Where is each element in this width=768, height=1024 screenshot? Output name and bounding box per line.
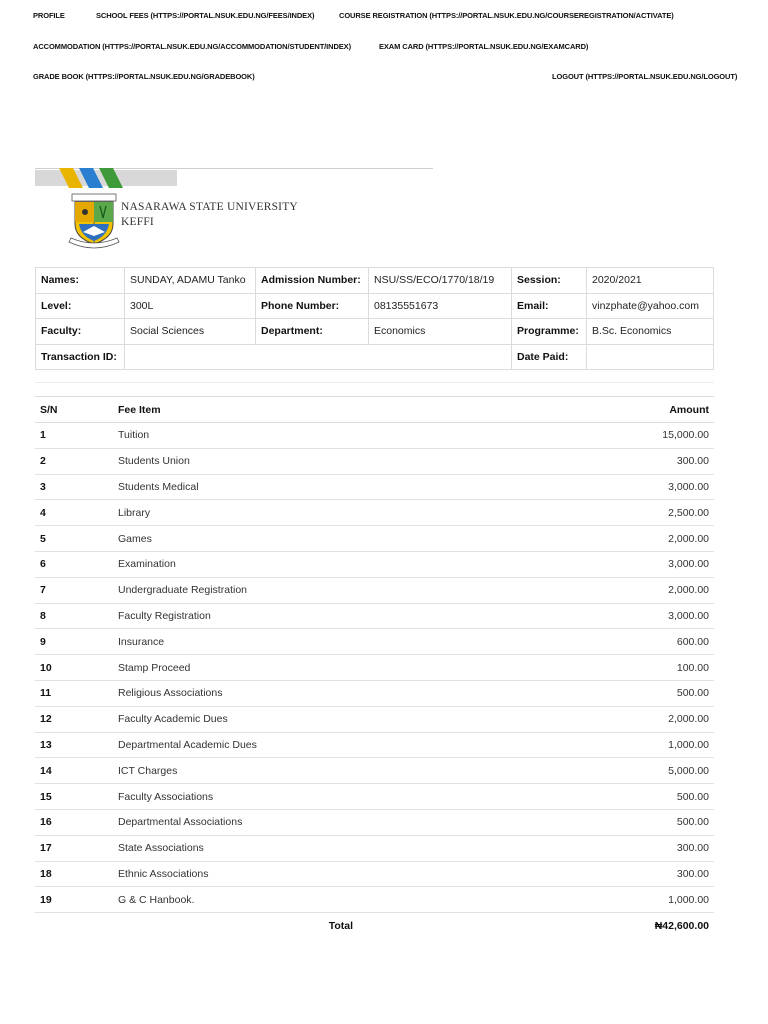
fee-amount: 3,000.00 (544, 603, 714, 629)
table-row (35, 680, 714, 706)
programme-value: B.Sc. Economics (587, 319, 714, 345)
fee-item: Tuition (113, 423, 544, 449)
fee-sn: 12 (35, 706, 113, 732)
university-crest-icon (67, 192, 121, 252)
fee-amount: 3,000.00 (544, 551, 714, 577)
email-value: vinzphate@yahoo.com (587, 293, 714, 319)
fee-amount: 15,000.00 (544, 423, 714, 449)
fee-item: Religious Associations (113, 680, 544, 706)
fee-amount: 2,000.00 (544, 706, 714, 732)
table-row (35, 784, 714, 810)
names-value: SUNDAY, ADAMU Tanko (125, 268, 256, 294)
programme-label: Programme: (512, 319, 587, 345)
fee-amount: 600.00 (544, 629, 714, 655)
names-label: Names: (36, 268, 125, 294)
fee-item: Faculty Registration (113, 603, 544, 629)
fee-amount: 1,000.00 (544, 887, 714, 913)
fee-item: Undergraduate Registration (113, 577, 544, 603)
fee-item: Departmental Associations (113, 809, 544, 835)
fee-sn: 9 (35, 629, 113, 655)
fee-amount: 500.00 (544, 680, 714, 706)
fee-amount: 300.00 (544, 448, 714, 474)
admission-label: Admission Number: (256, 268, 369, 294)
fee-sn: 17 (35, 835, 113, 861)
table-row (35, 526, 714, 552)
top-navigation (0, 0, 768, 100)
email-label: Email: (512, 293, 587, 319)
header-sn: S/N (35, 397, 113, 423)
brand-stripes-icon (57, 167, 137, 189)
transaction-value (125, 344, 512, 370)
fee-sn: 11 (35, 680, 113, 706)
fee-sn: 16 (35, 809, 113, 835)
date-paid-label: Date Paid: (512, 344, 587, 370)
table-row (35, 835, 714, 861)
fee-amount: 300.00 (544, 861, 714, 887)
table-row (35, 629, 714, 655)
header-amount: Amount (544, 397, 714, 423)
table-row (35, 500, 714, 526)
phone-value: 08135551673 (369, 293, 512, 319)
fee-sn: 18 (35, 861, 113, 887)
faculty-value: Social Sciences (125, 319, 256, 345)
session-label: Session: (512, 268, 587, 294)
admission-value: NSU/SS/ECO/1770/18/19 (369, 268, 512, 294)
fee-sn: 6 (35, 551, 113, 577)
transaction-label: Transaction ID: (36, 344, 125, 370)
nav-grade-book-link[interactable]: GRADE BOOK (HTTPS://PORTAL.NSUK.EDU.NG/GRADEBOOK) (33, 72, 255, 81)
table-row (35, 758, 714, 784)
fee-sn: 1 (35, 423, 113, 449)
nav-profile-link[interactable]: PROFILE (33, 11, 65, 20)
level-label: Level: (36, 293, 125, 319)
fee-sn: 2 (35, 448, 113, 474)
fee-sn: 19 (35, 887, 113, 913)
fee-sn: 3 (35, 474, 113, 500)
table-row (35, 732, 714, 758)
fee-sn: 8 (35, 603, 113, 629)
date-paid-value (587, 344, 714, 370)
fee-item: Ethnic Associations (113, 861, 544, 887)
info-row (36, 319, 714, 345)
student-info-table (35, 267, 714, 370)
university-name-line1: NASARAWA STATE UNIVERSITY (121, 201, 298, 213)
table-row (35, 706, 714, 732)
phone-label: Phone Number: (256, 293, 369, 319)
department-label: Department: (256, 319, 369, 345)
table-row (35, 603, 714, 629)
table-row (35, 474, 714, 500)
fee-item: Students Union (113, 448, 544, 474)
fee-item: Faculty Associations (113, 784, 544, 810)
fee-item: Library (113, 500, 544, 526)
fee-amount: 3,000.00 (544, 474, 714, 500)
total-spacer (35, 913, 113, 938)
fee-sn: 13 (35, 732, 113, 758)
level-value: 300L (125, 293, 256, 319)
nav-school-fees-link[interactable]: SCHOOL FEES (HTTPS://PORTAL.NSUK.EDU.NG/FEES/INDEX) (96, 11, 315, 20)
fee-item: ICT Charges (113, 758, 544, 784)
info-row (36, 344, 714, 370)
fee-sn: 14 (35, 758, 113, 784)
fee-amount: 2,000.00 (544, 577, 714, 603)
fee-item: State Associations (113, 835, 544, 861)
fee-item: Faculty Academic Dues (113, 706, 544, 732)
fees-header-row (35, 397, 714, 423)
fee-sn: 15 (35, 784, 113, 810)
fees-body (35, 423, 714, 913)
fee-sn: 10 (35, 655, 113, 681)
fee-item: G & C Hanbook. (113, 887, 544, 913)
table-row (35, 655, 714, 681)
total-label: Total (328, 919, 353, 932)
header-fee-item: Fee Item (113, 397, 544, 423)
total-amount: ₦42,600.00 (654, 919, 709, 932)
fee-item: Games (113, 526, 544, 552)
university-name-line2: KEFFI (121, 216, 154, 228)
info-row (36, 268, 714, 294)
total-row (35, 913, 714, 938)
fee-amount: 500.00 (544, 809, 714, 835)
nav-exam-card-link[interactable]: EXAM CARD (HTTPS://PORTAL.NSUK.EDU.NG/EXAMCARD) (379, 42, 589, 51)
university-header (35, 165, 435, 255)
fee-sn: 4 (35, 500, 113, 526)
fee-sn: 5 (35, 526, 113, 552)
fees-table (35, 396, 714, 938)
info-row (36, 293, 714, 319)
fee-amount: 2,000.00 (544, 526, 714, 552)
fee-amount: 1,000.00 (544, 732, 714, 758)
section-divider (35, 382, 714, 383)
fee-item: Insurance (113, 629, 544, 655)
fee-amount: 5,000.00 (544, 758, 714, 784)
department-value: Economics (369, 319, 512, 345)
table-row (35, 861, 714, 887)
fee-item: Examination (113, 551, 544, 577)
faculty-label: Faculty: (36, 319, 125, 345)
fee-item: Departmental Academic Dues (113, 732, 544, 758)
fee-amount: 300.00 (544, 835, 714, 861)
fee-item: Stamp Proceed (113, 655, 544, 681)
nav-accommodation-link[interactable]: ACCOMMODATION (HTTPS://PORTAL.NSUK.EDU.NG/ACCOMMODATION/STUDENT/INDEX) (33, 42, 351, 51)
nav-course-registration-link[interactable]: COURSE REGISTRATION (HTTPS://PORTAL.NSUK.EDU.NG/COURSEREGISTRATION/ACTIVATE) (339, 11, 674, 20)
table-row (35, 551, 714, 577)
fee-amount: 500.00 (544, 784, 714, 810)
table-row (35, 423, 714, 449)
university-name (121, 200, 298, 230)
table-row (35, 448, 714, 474)
fee-item: Students Medical (113, 474, 544, 500)
fee-sn: 7 (35, 577, 113, 603)
table-row (35, 577, 714, 603)
table-row (35, 887, 714, 913)
table-row (35, 809, 714, 835)
fee-amount: 2,500.00 (544, 500, 714, 526)
fee-amount: 100.00 (544, 655, 714, 681)
nav-logout-link[interactable]: LOGOUT (HTTPS://PORTAL.NSUK.EDU.NG/LOGOUT) (552, 72, 738, 81)
session-value: 2020/2021 (587, 268, 714, 294)
